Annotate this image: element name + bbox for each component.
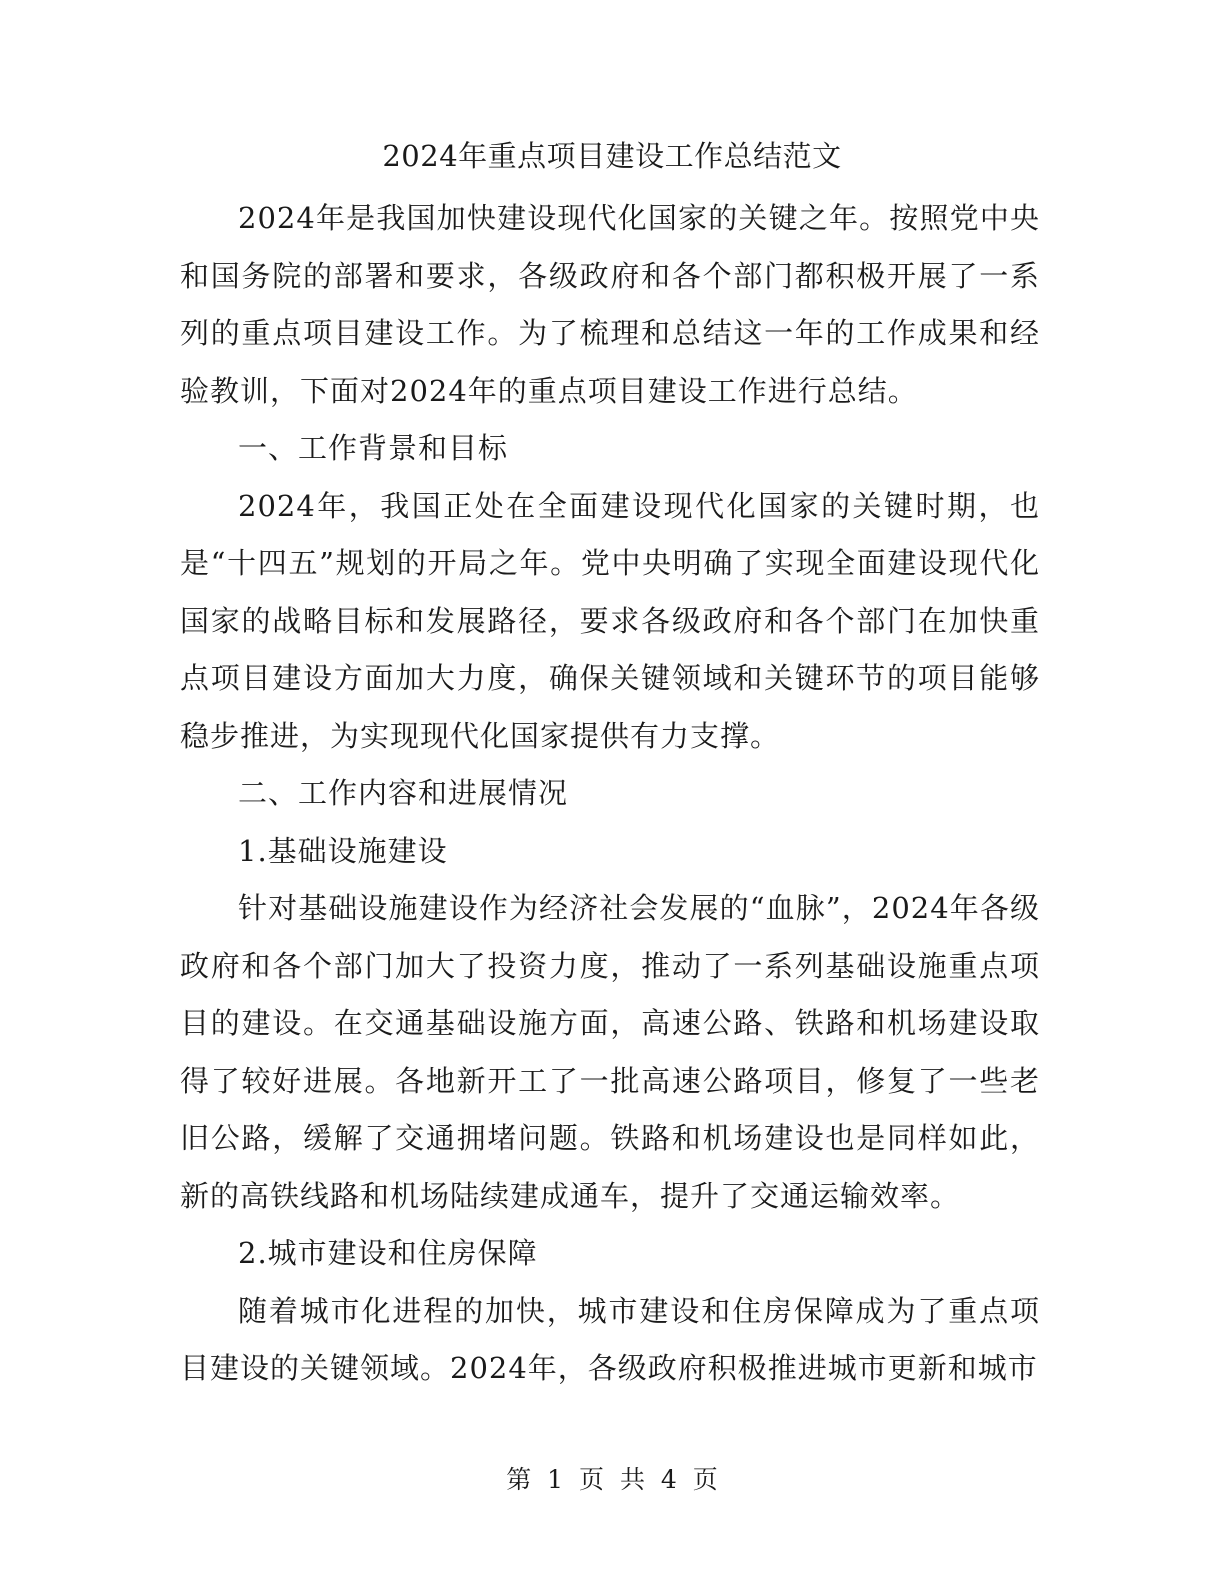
subheading-urban-housing: 2.城市建设和住房保障 bbox=[238, 1236, 538, 1270]
section-heading-content: 二、工作内容和进展情况 bbox=[238, 776, 569, 810]
document-title: 2024年重点项目建设工作总结范文 bbox=[382, 139, 842, 173]
document-body bbox=[180, 190, 1040, 1398]
background-paragraph: 2024年，我国正处在全面建设现代化国家的关键时期，也是“十四五”规划的开局之年。党中央明确了实现全面建设现代化国家的战略目标和发展路径，要求各级政府和各个部门在加快重点项目建设方面加大力度，确保关键领域和关键环节的项目能够稳步推进，为实现现代化国家提供有力支撑。 bbox=[180, 488, 1040, 753]
subheading-infrastructure: 1.基础设施建设 bbox=[238, 833, 448, 868]
section-heading-background: 一、工作背景和目标 bbox=[238, 431, 509, 465]
urban-housing-paragraph: 随着城市化进程的加快，城市建设和住房保障成为了重点项目建设的关键领域。2024年，各级政府积极推进城市更新和城市 bbox=[180, 1293, 1040, 1385]
page-footer: 第 1 页 共 4 页 bbox=[506, 1465, 718, 1494]
infrastructure-paragraph: 针对基础设施建设作为经济社会发展的“血脉”，2024年各级政府和各个部门加大了投资力度，推动了一系列基础设施重点项目的建设。在交通基础设施方面，高速公路、铁路和机场建设取得了较好进展。各地新开工了一批高速公路项目，修复了一些老旧公路，缓解了交通拥堵问题。铁路和机场建设也是同样如此，新的高铁线路和机场陆续建成通车，提升了交通运输效率。 bbox=[180, 891, 1040, 1213]
intro-paragraph: 2024年是我国加快建设现代化国家的关键之年。按照党中央和国务院的部署和要求，各级政府和各个部门都积极开展了一系列的重点项目建设工作。为了梳理和总结这一年的工作成果和经验教训，下面对2024年的重点项目建设工作进行总结。 bbox=[180, 201, 1040, 408]
